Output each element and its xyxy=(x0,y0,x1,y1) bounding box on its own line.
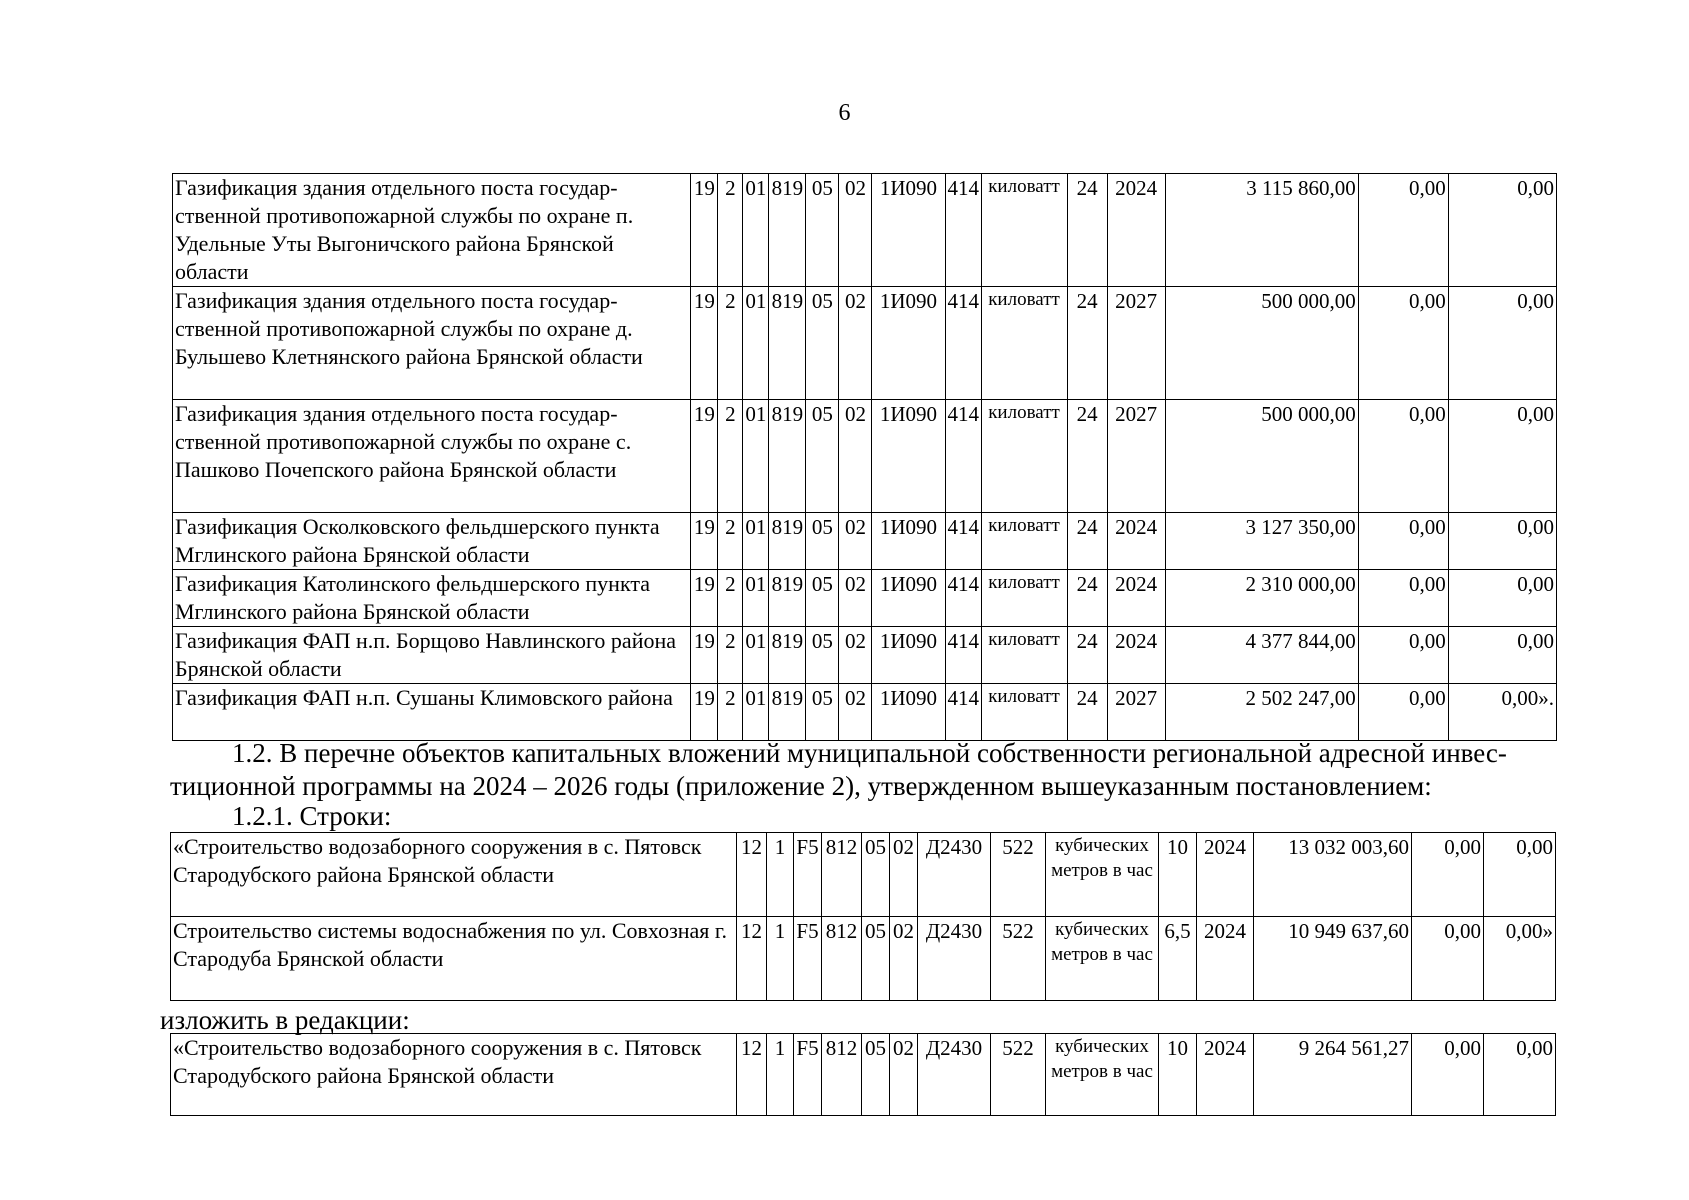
amount-cell: 500 000,00 xyxy=(1165,400,1358,513)
capacity-cell: 24 xyxy=(1067,627,1107,684)
code-cell: 01 xyxy=(743,627,769,684)
capacity-cell: 24 xyxy=(1067,570,1107,627)
code-cell: 19 xyxy=(691,513,718,570)
amount-cell: 0,00 xyxy=(1358,627,1448,684)
code-cell: 05 xyxy=(806,570,839,627)
code-cell: 1И090 xyxy=(872,287,945,400)
code-cell: 05 xyxy=(806,684,839,741)
code-cell: 812 xyxy=(822,833,862,917)
code-cell: 19 xyxy=(691,400,718,513)
code-cell: Д2430 xyxy=(918,833,991,917)
amount-cell: 0,00 xyxy=(1412,917,1484,1001)
amount-cell: 0,00 xyxy=(1448,570,1556,627)
table-row xyxy=(173,174,1557,287)
unit-cell: кубических метров в час xyxy=(1046,1034,1159,1116)
object-name-cell: Газификация здания отдельного поста государ-ственной противопожарной службы по охране д. Бульшево Клетнянского района Брянской области xyxy=(173,287,691,400)
code-cell: 1 xyxy=(767,917,794,1001)
amount-cell: 9 264 561,27 xyxy=(1254,1034,1412,1116)
code-cell: 522 xyxy=(991,833,1046,917)
amount-cell: 0,00» xyxy=(1484,917,1556,1001)
year-cell: 2024 xyxy=(1197,833,1254,917)
amount-cell: 3 127 350,00 xyxy=(1165,513,1358,570)
code-cell: 2 xyxy=(718,627,743,684)
code-cell: 2 xyxy=(718,684,743,741)
amount-cell: 0,00 xyxy=(1484,833,1556,917)
code-cell: 19 xyxy=(691,627,718,684)
object-name-cell: Газификация Осколковского фельдшерского пункта Мглинского района Брянской области xyxy=(173,513,691,570)
amount-cell: 0,00 xyxy=(1358,400,1448,513)
code-cell: 2 xyxy=(718,174,743,287)
code-cell: 414 xyxy=(945,400,981,513)
table-row xyxy=(173,627,1557,684)
amount-cell: 2 310 000,00 xyxy=(1165,570,1358,627)
code-cell: 05 xyxy=(806,287,839,400)
code-cell: 1И090 xyxy=(872,513,945,570)
amount-cell: 500 000,00 xyxy=(1165,287,1358,400)
object-name-cell: «Строительство водозаборного сооружения в с. Пятовск Стародубского района Брянской области xyxy=(171,1034,737,1116)
amount-cell: 0,00 xyxy=(1412,833,1484,917)
table-row xyxy=(171,917,1556,1001)
capacity-cell: 24 xyxy=(1067,287,1107,400)
code-cell: 1 xyxy=(767,833,794,917)
code-cell: 522 xyxy=(991,917,1046,1001)
code-cell: 19 xyxy=(691,570,718,627)
amount-cell: 0,00 xyxy=(1484,1034,1556,1116)
code-cell: 819 xyxy=(769,174,806,287)
paragraph-1-2-line2: тиционной программы на 2024 – 2026 годы (приложение 2), утвержденном вышеуказанным постановлением: xyxy=(170,771,1432,801)
water-objects-table-new xyxy=(170,1033,1556,1116)
code-cell: 02 xyxy=(839,570,872,627)
code-cell: 819 xyxy=(769,570,806,627)
code-cell: 12 xyxy=(737,917,767,1001)
code-cell: 1И090 xyxy=(872,400,945,513)
table-row xyxy=(173,287,1557,400)
code-cell: 01 xyxy=(743,174,769,287)
code-cell: 05 xyxy=(862,917,890,1001)
code-cell: 1И090 xyxy=(872,684,945,741)
amount-cell: 0,00 xyxy=(1358,287,1448,400)
code-cell: 819 xyxy=(769,684,806,741)
capacity-cell: 6,5 xyxy=(1159,917,1197,1001)
code-cell: 01 xyxy=(743,400,769,513)
code-cell: 522 xyxy=(991,1034,1046,1116)
code-cell: 05 xyxy=(806,400,839,513)
paragraph-1-2-1-heading: 1.2.1. Строки: xyxy=(232,801,392,831)
code-cell: 02 xyxy=(839,684,872,741)
table-row xyxy=(171,833,1556,917)
amount-cell: 4 377 844,00 xyxy=(1165,627,1358,684)
capacity-cell: 10 xyxy=(1159,1034,1197,1116)
year-cell: 2024 xyxy=(1197,1034,1254,1116)
year-cell: 2027 xyxy=(1107,287,1165,400)
object-name-cell: Газификация здания отдельного поста государ-ственной противопожарной службы по охране с. Пашково Почепского района Брянской области xyxy=(173,400,691,513)
code-cell: 1И090 xyxy=(872,627,945,684)
code-cell: 01 xyxy=(743,287,769,400)
amount-cell: 0,00 xyxy=(1448,627,1556,684)
unit-cell: киловатт xyxy=(981,287,1067,400)
code-cell: 02 xyxy=(839,400,872,513)
object-name-cell: Строительство системы водоснабжения по ул. Совхозная г. Стародуба Брянской области xyxy=(171,917,737,1001)
water-objects-table-old xyxy=(170,832,1556,1001)
year-cell: 2024 xyxy=(1107,627,1165,684)
code-cell: 01 xyxy=(743,684,769,741)
code-cell: 414 xyxy=(945,287,981,400)
amount-cell: 0,00 xyxy=(1448,287,1556,400)
amount-cell: 0,00 xyxy=(1358,174,1448,287)
amount-cell: 0,00 xyxy=(1412,1034,1484,1116)
object-name-cell: Газификация Католинского фельдшерского пункта Мглинского района Брянской области xyxy=(173,570,691,627)
year-cell: 2027 xyxy=(1107,684,1165,741)
code-cell: 819 xyxy=(769,287,806,400)
year-cell: 2027 xyxy=(1107,400,1165,513)
code-cell: 1 xyxy=(767,1034,794,1116)
code-cell: 02 xyxy=(839,513,872,570)
year-cell: 2024 xyxy=(1107,570,1165,627)
code-cell: 12 xyxy=(737,1034,767,1116)
code-cell: 414 xyxy=(945,627,981,684)
code-cell: F5 xyxy=(794,833,822,917)
code-cell: 2 xyxy=(718,400,743,513)
capacity-cell: 24 xyxy=(1067,684,1107,741)
code-cell: 02 xyxy=(839,627,872,684)
code-cell: Д2430 xyxy=(918,1034,991,1116)
table-row xyxy=(173,684,1557,741)
amount-cell: 3 115 860,00 xyxy=(1165,174,1358,287)
capacity-cell: 10 xyxy=(1159,833,1197,917)
object-name-cell: Газификация ФАП н.п. Борщово Навлинского района Брянской области xyxy=(173,627,691,684)
unit-cell: киловатт xyxy=(981,400,1067,513)
code-cell: 2 xyxy=(718,513,743,570)
unit-cell: киловатт xyxy=(981,570,1067,627)
page-number: 6 xyxy=(838,100,851,126)
capacity-cell: 24 xyxy=(1067,513,1107,570)
unit-cell: киловатт xyxy=(981,684,1067,741)
amount-cell: 0,00 xyxy=(1448,513,1556,570)
table-row xyxy=(173,513,1557,570)
year-cell: 2024 xyxy=(1197,917,1254,1001)
code-cell: 19 xyxy=(691,684,718,741)
code-cell: 414 xyxy=(945,513,981,570)
table-row xyxy=(171,1034,1556,1116)
code-cell: 2 xyxy=(718,287,743,400)
amount-cell: 10 949 637,60 xyxy=(1254,917,1412,1001)
code-cell: 05 xyxy=(806,627,839,684)
paragraph-1-2-line1: 1.2. В перечне объектов капитальных вложений муниципальной собственности региональной адресной инвес- xyxy=(232,738,1507,768)
object-name-cell: Газификация ФАП н.п. Сушаны Климовского района xyxy=(173,684,691,741)
object-name-cell: «Строительство водозаборного сооружения в с. Пятовск Стародубского района Брянской области xyxy=(171,833,737,917)
code-cell: 819 xyxy=(769,400,806,513)
code-cell: F5 xyxy=(794,1034,822,1116)
amount-cell: 0,00 xyxy=(1358,513,1448,570)
unit-cell: киловатт xyxy=(981,513,1067,570)
code-cell: F5 xyxy=(794,917,822,1001)
unit-cell: кубических метров в час xyxy=(1046,917,1159,1001)
table-row xyxy=(173,570,1557,627)
code-cell: 812 xyxy=(822,1034,862,1116)
amount-cell: 0,00 xyxy=(1358,684,1448,741)
code-cell: 2 xyxy=(718,570,743,627)
code-cell: 819 xyxy=(769,513,806,570)
amount-cell: 0,00 xyxy=(1448,400,1556,513)
code-cell: 02 xyxy=(839,174,872,287)
amount-cell: 0,00 xyxy=(1448,174,1556,287)
code-cell: 1И090 xyxy=(872,174,945,287)
restate-label: изложить в редакции: xyxy=(160,1005,410,1035)
object-name-cell: Газификация здания отдельного поста государ-ственной противопожарной службы по охране п. Удельные Уты Выгоничского района Брянской области xyxy=(173,174,691,287)
table-row xyxy=(173,400,1557,513)
code-cell: 02 xyxy=(890,833,918,917)
code-cell: 05 xyxy=(806,174,839,287)
code-cell: 19 xyxy=(691,174,718,287)
code-cell: 414 xyxy=(945,174,981,287)
code-cell: 1И090 xyxy=(872,570,945,627)
code-cell: 414 xyxy=(945,684,981,741)
capacity-cell: 24 xyxy=(1067,174,1107,287)
code-cell: 05 xyxy=(862,1034,890,1116)
code-cell: 819 xyxy=(769,627,806,684)
amount-cell: 0,00». xyxy=(1448,684,1556,741)
code-cell: 02 xyxy=(890,1034,918,1116)
year-cell: 2024 xyxy=(1107,513,1165,570)
amount-cell: 2 502 247,00 xyxy=(1165,684,1358,741)
code-cell: 01 xyxy=(743,513,769,570)
unit-cell: киловатт xyxy=(981,627,1067,684)
code-cell: 812 xyxy=(822,917,862,1001)
code-cell: 19 xyxy=(691,287,718,400)
code-cell: 02 xyxy=(890,917,918,1001)
amount-cell: 0,00 xyxy=(1358,570,1448,627)
code-cell: 01 xyxy=(743,570,769,627)
unit-cell: киловатт xyxy=(981,174,1067,287)
year-cell: 2024 xyxy=(1107,174,1165,287)
code-cell: 02 xyxy=(839,287,872,400)
unit-cell: кубических метров в час xyxy=(1046,833,1159,917)
code-cell: 05 xyxy=(862,833,890,917)
code-cell: 05 xyxy=(806,513,839,570)
code-cell: Д2430 xyxy=(918,917,991,1001)
code-cell: 414 xyxy=(945,570,981,627)
amount-cell: 13 032 003,60 xyxy=(1254,833,1412,917)
gasification-table xyxy=(172,173,1557,741)
code-cell: 12 xyxy=(737,833,767,917)
capacity-cell: 24 xyxy=(1067,400,1107,513)
